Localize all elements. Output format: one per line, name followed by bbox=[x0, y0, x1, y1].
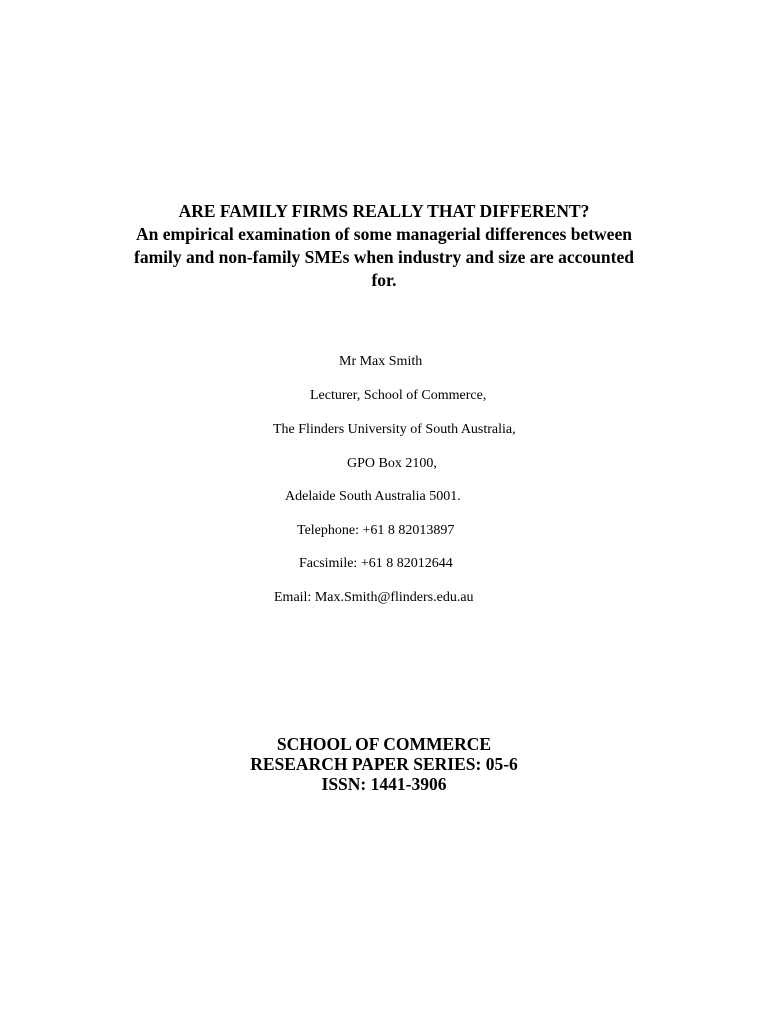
paper-title: ARE FAMILY FIRMS REALLY THAT DIFFERENT? bbox=[178, 201, 590, 221]
school-name: SCHOOL OF COMMERCE bbox=[276, 734, 492, 754]
author-name: Mr Max Smith bbox=[339, 354, 423, 369]
author-po-box: GPO Box 2100, bbox=[347, 456, 437, 471]
issn: ISSN: 1441-3906 bbox=[321, 774, 447, 794]
author-university: The Flinders University of South Australia, bbox=[273, 422, 516, 437]
author-position: Lecturer, School of Commerce, bbox=[310, 388, 487, 403]
author-telephone: Telephone: +61 8 82013897 bbox=[297, 523, 455, 538]
author-facsimile: Facsimile: +61 8 82012644 bbox=[299, 556, 453, 571]
paper-subtitle-line-3: for. bbox=[371, 270, 397, 290]
author-email: Email: Max.Smith@flinders.edu.au bbox=[274, 590, 474, 605]
series-block bbox=[184, 734, 584, 794]
title-block bbox=[110, 200, 658, 292]
author-city: Adelaide South Australia 5001. bbox=[285, 489, 461, 504]
paper-subtitle-line-1: An empirical examination of some managerial differences between bbox=[136, 224, 632, 244]
paper-subtitle-line-2: family and non-family SMEs when industry and size are accounted bbox=[134, 247, 634, 267]
research-paper-series: RESEARCH PAPER SERIES: 05-6 bbox=[250, 754, 518, 774]
